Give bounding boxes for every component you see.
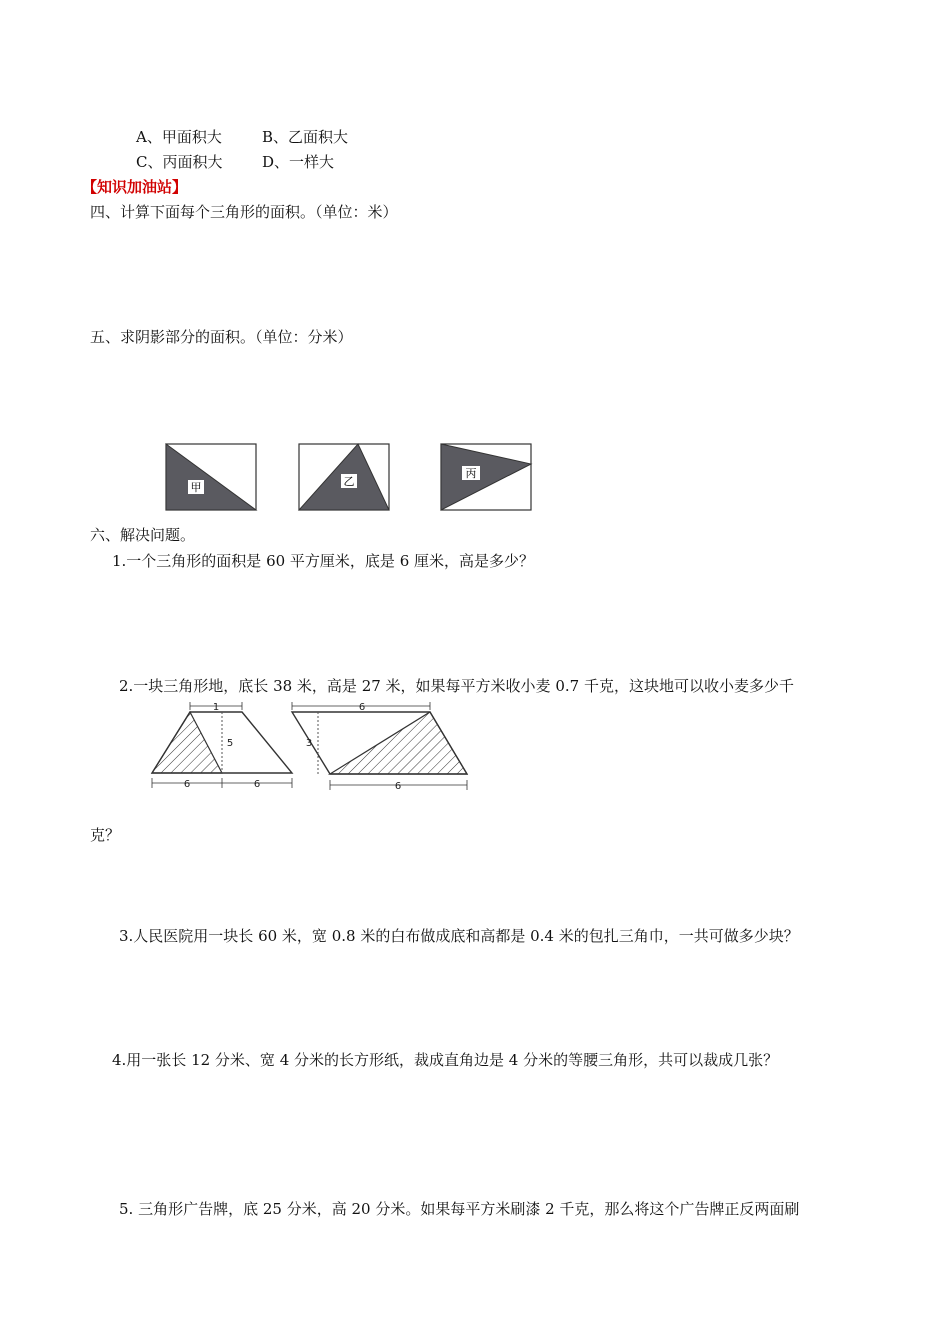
right-top-dim: 6	[358, 702, 366, 713]
left-bottom-dim-b: 6	[253, 779, 261, 790]
right-bottom-dim: 6	[394, 781, 402, 792]
problem-1: 1.一个三角形的面积是 60 平方厘米，底是 6 厘米，高是多少？	[112, 552, 535, 570]
shaded-rectangles-figure	[0, 440, 950, 520]
right-height-dim: 3	[305, 738, 313, 749]
left-height-dim: 5	[226, 738, 234, 749]
option-a: A、甲面积大	[136, 128, 222, 146]
label-jia: 甲	[190, 481, 202, 494]
label-bing: 丙	[465, 467, 477, 480]
left-top-dim: 1	[212, 702, 220, 713]
figure-bing	[441, 444, 531, 510]
option-c: C、丙面积大	[136, 153, 223, 171]
right-trapezoid	[292, 702, 467, 792]
problem-5: 5. 三角形广告牌，底 25 分米，高 20 分米。如果每平方米刷漆 2 千克，那么将这个广告牌正反两面刷	[119, 1200, 800, 1218]
label-yi: 乙	[343, 475, 355, 488]
option-b: B、乙面积大	[262, 128, 349, 146]
question-6: 六、解决问题。	[90, 526, 196, 544]
option-d: D、一样大	[262, 153, 335, 171]
figure-jia	[166, 444, 256, 510]
left-bottom-dim-a: 6	[183, 779, 191, 790]
problem-2-line-2: 克？	[90, 826, 121, 844]
problem-3: 3.人民医院用一块长 60 米，宽 0.8 米的白布做成底和高都是 0.4 米的包扎三角巾，一共可做多少块？	[119, 927, 799, 945]
problem-4: 4.用一张长 12 分米、宽 4 分米的长方形纸，裁成直角边是 4 分米的等腰三角形，共可以裁成几张？	[112, 1051, 779, 1069]
question-4: 四、计算下面每个三角形的面积。（单位：米）	[90, 203, 398, 221]
hatched-trapezoids-figure	[0, 696, 950, 806]
left-trapezoid	[152, 702, 292, 790]
question-5: 五、求阴影部分的面积。（单位：分米）	[90, 328, 353, 346]
section-title: 【知识加油站】	[82, 178, 188, 196]
problem-2-line-1: 2.一块三角形地，底长 38 米，高是 27 米，如果每平方米收小麦 0.7 千克，这块地可以收小麦多少千	[119, 677, 794, 695]
figure-yi	[299, 444, 389, 510]
